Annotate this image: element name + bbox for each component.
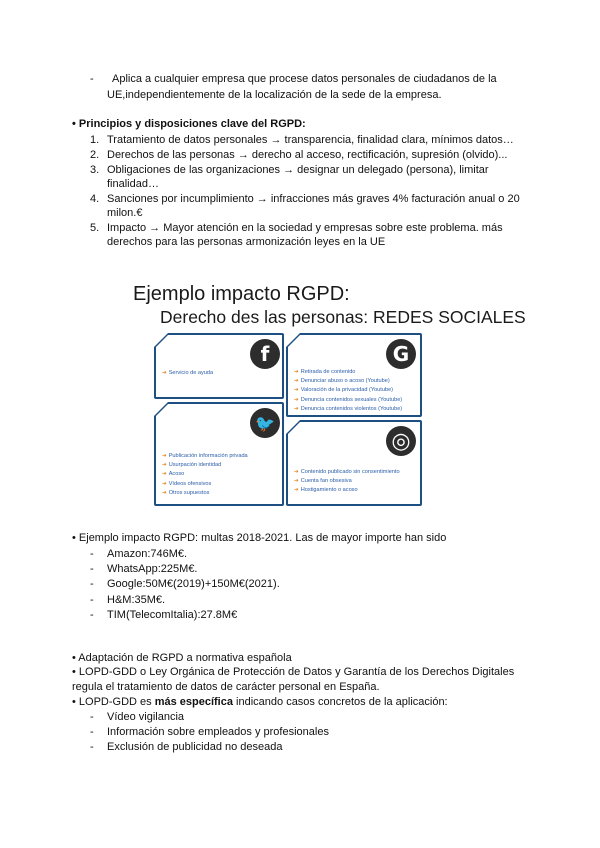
lopd-item: Vídeo vigilancia [107, 711, 185, 723]
principle-text-line: finalidad… [107, 178, 159, 190]
arrow-icon: ➔ [162, 370, 167, 376]
fine-item: TIM(TelecomItalia):27.8M€ [107, 609, 238, 621]
lopd-line-1: • Adaptación de RGPD a normativa española [72, 652, 292, 664]
figure-title: Ejemplo impacto RGPD: [133, 283, 350, 305]
card-item-text: Hostigamiento o acoso [300, 487, 358, 494]
arrow-icon: ➔ [294, 396, 299, 403]
principle-text-line: Tratamiento de datos personales → transparencia, finalidad clara, mínimos datos… [107, 134, 514, 146]
principle-text-line: Sanciones por incumplimiento → infracciones más graves 4% facturación anual o 20 [107, 193, 520, 205]
lopd-line-4-pre: • LOPD-GDD es [72, 696, 155, 708]
principle-number: 2. [90, 149, 100, 161]
fine-marker: - [90, 594, 94, 606]
card-item-text: Valoración de la privacidad (Youtube) [300, 387, 394, 394]
card-item-text: Denunciar abuso o acoso (Youtube) [300, 378, 390, 385]
twitter-card [154, 402, 284, 506]
principle-text-line: Derechos de las personas → derecho al acceso, rectificación, supresión (olvido)... [107, 149, 508, 161]
lopd-marker: - [90, 711, 94, 723]
card-item [162, 461, 248, 470]
principle-number: 5. [90, 222, 100, 234]
card-item-text: Usurpación identidad [168, 462, 222, 469]
card-item-text: Contenido publicado sin consentimiento [300, 469, 400, 475]
card-item [294, 386, 402, 395]
fine-marker: - [90, 609, 94, 621]
principle-number: 1. [90, 134, 100, 146]
card-item [294, 405, 402, 414]
arrow-icon: ➔ [294, 369, 299, 375]
arrow-icon: ➔ [294, 487, 299, 494]
card-item-text: Acoso [168, 471, 185, 478]
fine-marker: - [90, 563, 94, 575]
arrow-icon: ➔ [294, 405, 299, 412]
principles-heading: • Principios y disposiciones clave del RGPD: [72, 118, 306, 130]
card-item-text: Servicio de ayuda [168, 370, 214, 376]
intro-marker: - [90, 73, 94, 85]
arrow-icon: ➔ [162, 489, 167, 496]
arrow-icon: ➔ [294, 387, 299, 394]
lopd-line-2: • LOPD-GDD o Ley Orgánica de Protección de Datos y Garantía de los Derechos Digitales [72, 666, 515, 678]
lopd-item: Información sobre empleados y profesionales [107, 726, 329, 738]
card-item-text: Denuncia contenidos violentos (Youtube) [300, 405, 403, 412]
lopd-item: Exclusión de publicidad no deseada [107, 741, 283, 753]
fine-item: WhatsApp:225M€. [107, 563, 198, 575]
lopd-line-3: regula el tratamiento de datos de carácter personal en España. [72, 681, 380, 693]
intro-line-2: UE,independientemente de la localización de la sede de la empresa. [107, 89, 442, 101]
lopd-marker: - [90, 741, 94, 753]
facebook-icon: f [250, 339, 280, 369]
arrow-icon: ➔ [294, 469, 299, 475]
card-item-text: Vídeos ofensivos [168, 480, 212, 487]
instagram-card-items [294, 468, 400, 496]
google-card [286, 333, 422, 417]
principle-number: 4. [90, 193, 100, 205]
fine-item: Google:50M€(2019)+150M€(2021). [107, 578, 280, 590]
card-item [162, 470, 248, 479]
figure-subtitle: Derecho des las personas: REDES SOCIALES [160, 307, 526, 327]
card-item-text: Cuenta fan obsesiva [300, 478, 352, 485]
lopd-line-4-post: indicando casos concretos de la aplicación: [232, 696, 448, 708]
card-item [294, 396, 402, 405]
card-item [162, 452, 248, 461]
card-item [294, 368, 402, 377]
card-item [294, 377, 402, 386]
google-icon: G [386, 339, 416, 369]
arrow-icon: ➔ [162, 480, 167, 487]
facebook-card-items [162, 369, 213, 378]
card-item [294, 468, 400, 477]
principle-text-line: Obligaciones de las organizaciones → designar un delegado (persona), limitar [107, 164, 489, 176]
principle-number: 3. [90, 164, 100, 176]
card-item-text: Denuncia contenidos sexuales (Youtube) [300, 396, 403, 403]
card-item-text: Publicación información privada [168, 453, 248, 459]
twitter-icon: 🐦 [250, 408, 280, 438]
principle-text-line: milon.€ [107, 207, 143, 219]
card-item-text: Retirada de contenido [300, 369, 356, 375]
fine-item: Amazon:746M€. [107, 548, 188, 560]
arrow-icon: ➔ [294, 478, 299, 485]
fine-marker: - [90, 548, 94, 560]
fines-heading: • Ejemplo impacto RGPD: multas 2018-2021. Las de mayor importe han sido [72, 532, 447, 544]
card-item [162, 480, 248, 489]
instagram-icon: ◎ [386, 426, 416, 456]
arrow-icon: ➔ [162, 453, 167, 459]
card-item-text: Otros supuestos [168, 489, 210, 496]
facebook-card [154, 333, 284, 399]
fine-marker: - [90, 578, 94, 590]
intro-line-1: Aplica a cualquier empresa que procese datos personales de ciudadanos de la [112, 73, 497, 85]
fine-item: H&M:35M€. [107, 594, 166, 606]
google-card-items [294, 368, 402, 414]
card-item [294, 477, 400, 486]
arrow-icon: ➔ [294, 378, 299, 385]
arrow-icon: ➔ [162, 462, 167, 469]
principle-text-line: derechos para las personas armonización leyes en la UE [107, 236, 386, 248]
arrow-icon: ➔ [162, 471, 167, 478]
lopd-line-4 [72, 695, 448, 709]
lopd-marker: - [90, 726, 94, 738]
lopd-line-4-bold: más específica [154, 696, 233, 708]
card-item [162, 489, 248, 498]
card-item [162, 369, 213, 378]
instagram-card [286, 420, 422, 506]
twitter-card-items [162, 452, 248, 498]
principle-text-line: Impacto → Mayor atención en la sociedad y empresas sobre este problema. más [107, 222, 503, 234]
card-item [294, 486, 400, 495]
